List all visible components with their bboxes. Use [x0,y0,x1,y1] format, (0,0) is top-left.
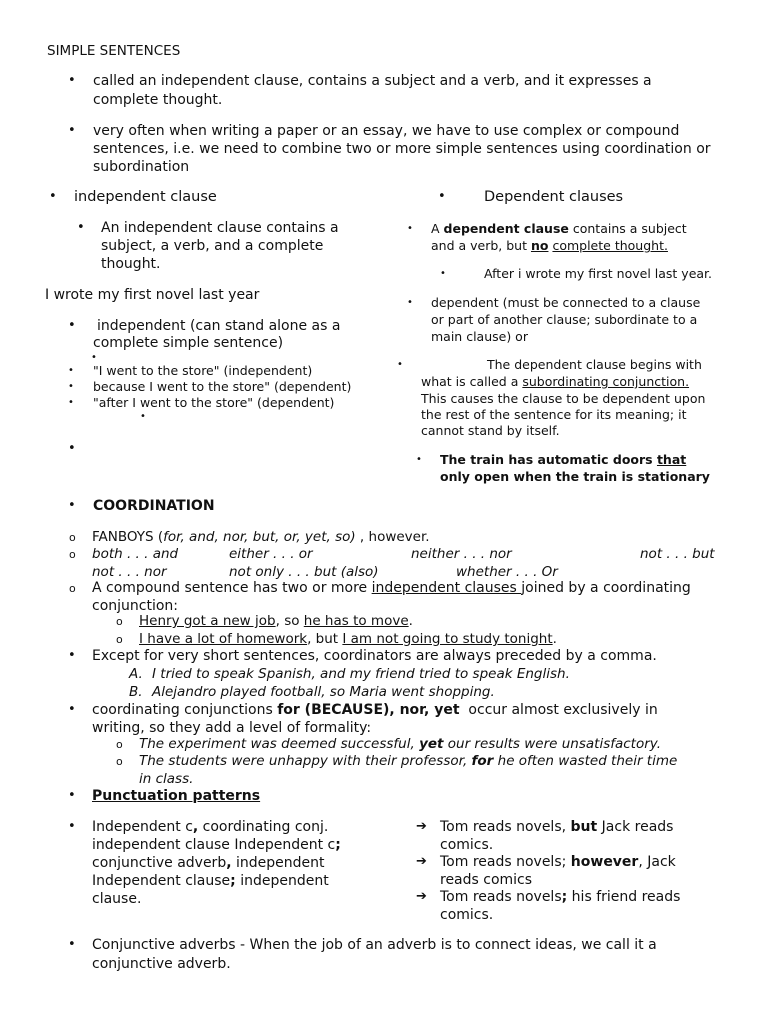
train-example [440,451,686,468]
clause: he has to move [303,613,409,629]
clause: I have a lot of homework [139,631,308,647]
intro-line: sentences, i.e. we need to combine two or more simple sentences using coordination or [93,141,711,157]
formality-note: writing, so they add a level of formality: [92,720,372,736]
bullet: • [397,359,403,370]
circle-bullet: o [116,738,123,751]
formality-example: in class. [139,771,194,787]
clause-example: because I went to the store" (dependent) [93,379,352,394]
bullet: • [68,365,74,376]
bullet: • [438,189,446,204]
bullet: • [407,223,413,234]
text: , however. [355,529,430,545]
subordinating-conjunction-term: subordinating conjunction. [522,374,690,389]
subordinating-note: cannot stand by itself. [421,423,560,438]
correlative-pair: either . . . or [229,546,313,562]
dependent-example: After i wrote my first novel last year. [484,266,713,281]
dependent-note: main clause) or [431,329,528,344]
text: and a verb, but [431,238,531,253]
complete-thought-term: complete thought. [552,238,668,253]
intro-line: subordination [93,159,190,175]
circle-bullet: o [69,548,76,561]
text: independent [231,855,325,871]
pattern-example [440,888,680,906]
conjunctive-adverb: however [570,854,639,870]
conjunctive-adverb-note: conjunctive adverb. [92,956,231,972]
compound-example [139,630,557,648]
list-label: B. [129,684,143,700]
circle-bullet: o [69,582,76,595]
coordination-heading: COORDINATION [93,498,215,514]
dependent-note: dependent (must be connected to a clause [431,295,701,310]
pattern-line [92,818,328,836]
text: . [408,613,413,629]
intro-line: called an independent clause, contains a subject and a verb, and it expresses a [93,73,652,89]
dependent-clause-term: dependent clause [443,221,569,236]
text: FANBOYS ( [92,529,164,545]
bullet: • [68,381,74,392]
subordinating-note [421,373,689,390]
text: , but [307,631,343,647]
punctuation-mark: , [192,819,199,835]
bullet: • [68,788,76,803]
bullet: • [68,702,76,717]
punctuation-mark: ; [230,873,236,889]
bullet: • [407,297,413,308]
text: he often wasted their time [493,753,678,769]
pattern-example [440,853,676,871]
clause-example: "I went to the store" (independent) [93,363,313,378]
no-term: no [530,238,549,253]
example-sentence: I wrote my first novel last year [45,287,260,303]
text: coordinating conjunctions [92,702,278,718]
text: independent [235,873,329,889]
text: independent clause Independent c [92,837,336,853]
comma-example: I tried to speak Spanish, and my friend tried to speak English. [152,666,570,682]
text: what is called a [421,374,523,389]
intro-line: complete thought. [93,92,223,108]
text: Independent c [92,819,193,835]
bullet: • [91,352,97,363]
fanboys-line [92,528,430,546]
bullet: • [68,397,74,408]
text: , Jack [638,854,676,870]
circle-bullet: o [116,633,123,646]
dependent-note: or part of another clause; subordinate to a [431,312,698,327]
subordinating-note: This causes the clause to be dependent upon [421,391,706,406]
pattern-example: comics. [440,837,494,853]
bullet: • [68,937,76,952]
bullet: • [68,819,76,834]
text: The train has automatic doors [440,452,657,467]
bullet: • [416,454,422,465]
circle-bullet: o [116,755,123,768]
text: Jack reads [597,819,674,835]
punctuation-mark: ; [561,889,568,905]
comma-rule: Except for very short sentences, coordinators are always preceded by a comma. [92,648,657,664]
conjunction: for [471,753,494,769]
list-label: A. [129,666,143,682]
bullet: • [68,648,76,663]
comma-example: Alejandro played football, so Maria went shopping. [152,684,495,700]
text: his friend reads [567,889,681,905]
independent-clauses-term: independent clauses [371,580,522,596]
text: Tom reads novels; [440,854,571,870]
arrow-icon: ➔ [416,889,427,904]
intro-line: very often when writing a paper or an essay, we have to use complex or compound [93,123,680,139]
bullet: • [49,189,57,204]
correlative-pair: not only . . . but (also) [229,564,379,580]
correlative-pair: not . . . but [640,546,715,562]
dependent-clauses-heading: Dependent clauses [484,189,624,205]
circle-bullet: o [69,531,76,544]
correlative-pair: not . . . nor [92,564,167,580]
text: Independent clause [92,873,231,889]
text: A compound sentence has two or more [92,580,372,596]
train-example: only open when the train is stationary [440,469,710,484]
text: . [552,631,557,647]
punctuation-mark: , [226,855,232,871]
arrow-icon: ➔ [416,819,427,834]
compound-example [139,612,413,630]
definition-line: thought. [101,256,161,272]
text: contains a subject [568,221,687,236]
pattern-line [92,836,341,854]
bullet: • [68,441,76,456]
text: conjunctive adverb [92,855,227,871]
independent-note: independent (can stand alone as a [97,318,341,334]
text: coordinating conj. [198,819,329,835]
independent-clause-heading: independent clause [74,189,217,205]
clause: I am not going to study tonight [342,631,553,647]
conjunction: but [570,819,598,835]
formality-example [139,735,661,753]
text: Tom reads novels, [440,819,571,835]
pattern-example [440,818,673,836]
clause-example: "after I went to the store" (dependent) [93,395,335,410]
bullet: • [68,498,76,513]
bullet: • [77,220,85,235]
dependent-definition [431,237,668,254]
pattern-example: reads comics [440,872,533,888]
text: joined by a coordinating [521,580,691,596]
definition-line: An independent clause contains a [101,220,339,236]
punctuation-mark: ; [335,837,341,853]
clause: Henry got a new job [139,613,276,629]
formal-conjunctions: for (BECAUSE), nor, yet [277,702,460,718]
that-term: that [656,452,687,467]
bullet: • [68,123,76,138]
conjunction: yet [419,736,444,752]
text: occur almost exclusively in [459,702,658,718]
bullet: • [140,411,146,422]
definition-line: subject, a verb, and a complete [101,238,324,254]
compound-definition [92,579,691,597]
correlative-pair: whether . . . Or [456,564,558,580]
bullet: • [68,73,76,88]
text: The experiment was deemed successful, [139,736,420,752]
pattern-line: clause. [92,891,142,907]
pattern-example: comics. [440,907,494,923]
independent-note: complete simple sentence) [93,335,284,351]
bullet: • [440,268,446,279]
correlative-pair: neither . . . nor [411,546,512,562]
pattern-line [92,854,324,872]
bullet: • [68,318,76,333]
correlative-pair: both . . . and [92,546,179,562]
compound-definition: conjunction: [92,598,179,614]
formality-example [139,752,677,770]
text: Tom reads novels [440,889,562,905]
conjunctive-adverb-note: Conjunctive adverbs - When the job of an adverb is to connect ideas, we call it a [92,937,657,953]
text: The students were unhappy with their professor, [139,753,472,769]
subordinating-note: The dependent clause begins with [487,357,702,372]
page-title: SIMPLE SENTENCES [47,43,181,59]
text: our results were unsatisfactory. [443,736,662,752]
formality-note [92,701,658,719]
circle-bullet: o [116,615,123,628]
arrow-icon: ➔ [416,854,427,869]
dependent-definition [431,220,687,237]
text: , so [275,613,304,629]
subordinating-note: the rest of the sentence for its meaning; it [421,407,687,422]
text: A [431,221,444,236]
punctuation-heading: Punctuation patterns [92,788,261,804]
fanboys-list: for, and, nor, but, or, yet, so) [163,529,356,545]
pattern-line [92,872,329,890]
